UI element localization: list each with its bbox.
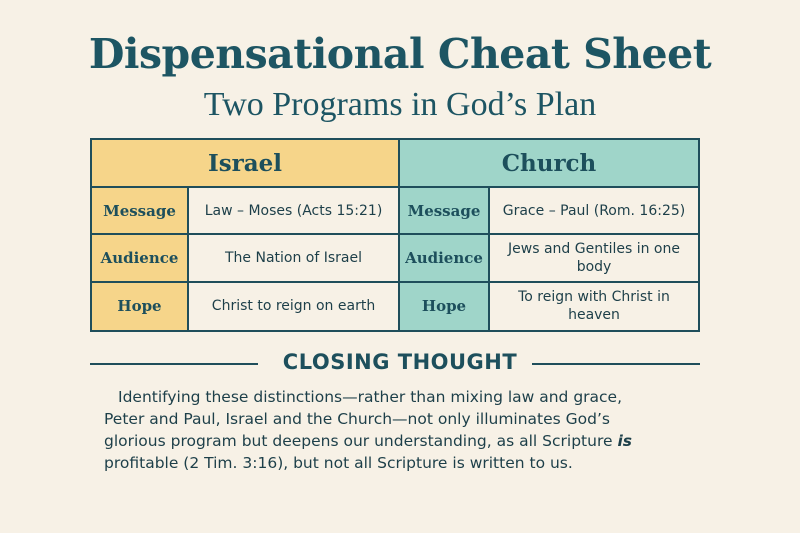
church-hope-label: Hope (400, 283, 490, 330)
page-subtitle: Two Programs in God’s Plan (203, 86, 597, 123)
page-title: Dispensational Cheat Sheet (88, 30, 712, 78)
israel-message-value: Law – Moses (Acts 15:21) (189, 188, 400, 235)
church-header: Church (400, 140, 698, 188)
paragraph-line: Peter and Paul, Israel and the Church—not only illuminates God’s (104, 410, 610, 428)
church-audience-label: Audience (400, 235, 490, 282)
israel-hope-label: Hope (92, 283, 189, 330)
church-message-value: Grace – Paul (Rom. 16:25) (490, 188, 698, 235)
closing-heading: CLOSING THOUGHT (282, 350, 518, 374)
israel-audience-value: The Nation of Israel (189, 235, 400, 282)
israel-message-label: Message (92, 188, 189, 235)
paragraph-line (104, 430, 704, 452)
church-audience-value: Jews and Gentiles in one body (490, 235, 698, 282)
paragraph-line: profitable (2 Tim. 3:16), but not all Scripture is written to us. (104, 454, 573, 472)
israel-audience-label: Audience (92, 235, 189, 282)
church-message-label: Message (400, 188, 490, 235)
closing-paragraph (104, 386, 704, 474)
church-hope-value: To reign with Christ in heaven (490, 283, 698, 330)
paragraph-line: Identifying these distinctions—rather than mixing law and grace, (118, 388, 623, 406)
israel-hope-value: Christ to reign on earth (189, 283, 400, 330)
emphasis-word: is (617, 432, 632, 450)
paragraph-line-text: glorious program but deepens our understanding, as all Scripture (104, 432, 613, 450)
divider-right (532, 363, 700, 365)
israel-header: Israel (92, 140, 400, 188)
comparison-table (90, 138, 700, 332)
